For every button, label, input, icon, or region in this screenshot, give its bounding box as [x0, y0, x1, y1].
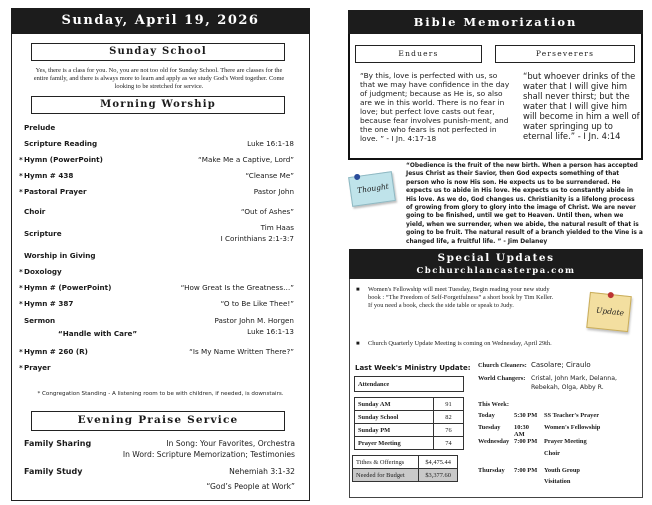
thought-note-label: Thought: [356, 181, 390, 196]
worship-label: Sermon: [24, 316, 56, 325]
date-header: Sunday, April 19, 2026: [11, 8, 310, 34]
schedule-day: [478, 474, 514, 486]
cleaners-value: Casolare; Ciraulo: [531, 361, 591, 369]
world-changers-value: Cristal, John Mark, Delanna,: [531, 375, 617, 382]
attendance-category: Sunday PM: [355, 424, 434, 437]
enduers-label: Enduers: [355, 45, 482, 63]
worship-label: Prelude: [24, 123, 56, 132]
pin-icon: [354, 174, 361, 181]
table-row: [478, 450, 604, 462]
attendance-value: 74: [434, 437, 464, 450]
worship-detail-2: Luke 16:1-13: [247, 327, 294, 336]
schedule-event: SS Teacher's Prayer: [544, 412, 600, 419]
schedule-day: Tuesday: [478, 424, 501, 431]
schedule-time: [514, 450, 544, 462]
attendance-category: Sunday AM: [355, 398, 434, 411]
standing-mark: *: [19, 347, 23, 356]
update-item-1: [368, 286, 578, 310]
schedule-event: Visitation: [544, 478, 571, 485]
worship-label: Hymn (PowerPoint): [24, 155, 103, 164]
update-line: book : “The Freedom of Self-Forgetfulness” a short book by Tim Keller.: [368, 294, 554, 301]
worship-label: Scripture Reading: [24, 139, 98, 148]
cleaners-label: Church Cleaners:: [478, 362, 527, 369]
worship-detail: “Is My Name Written There?”: [189, 347, 294, 356]
update-note-label: Update: [595, 305, 625, 318]
standing-mark: *: [19, 363, 23, 372]
worship-label: Doxology: [24, 267, 62, 276]
attendance-category: Sunday School: [355, 411, 434, 424]
schedule-event: Choir: [544, 450, 560, 457]
memorization-title: Bible Memorization: [348, 10, 643, 34]
family-sharing-label: Family Sharing: [24, 439, 92, 448]
update-sticky-note: [586, 292, 632, 332]
finance-label: Tithes & Offerings: [353, 456, 419, 469]
perseverers-verse: “but whoever drinks of the water that I will give him shall never thirst; but the water that I will give him will become in him a well of water springing up to eternal life.” - I Jn. 4:14: [523, 71, 640, 141]
world-changers-value-2: Rebekah, Olga, Abby R.: [531, 384, 604, 391]
standing-mark: *: [19, 267, 23, 276]
worship-label: Hymn # 387: [24, 299, 74, 308]
table-row: [478, 424, 604, 438]
attendance-table: [354, 376, 464, 450]
schedule-event: Women's Fellowship: [544, 424, 601, 431]
sunday-school-text: Yes, there is a class for you. No, you are not too old for Sunday School. There are classes for the entire family, and there is always more to learn and apply as we study God's Word together. Come looking to be stretched for service.: [33, 67, 285, 90]
attendance-category: Prayer Meeting: [355, 437, 434, 450]
worship-label: Scripture: [24, 229, 62, 238]
attendance-value: 91: [434, 398, 464, 411]
schedule-day: [478, 450, 514, 462]
enduers-verse: “By this, love is perfected with us, so that we may have confidence in the day of judgment; because as He is, so also are we in this world. There is no fear in love; but perfect love casts out fear, because fear involves punish-ment, and the one who fears is not perfected in love. ” - I Jn. 4:17-18: [360, 71, 510, 143]
schedule-time: 7:00 PM: [514, 467, 538, 474]
updates-title: Special Updates: [437, 252, 555, 264]
attendance-label: Attendance: [355, 377, 464, 392]
schedule-event: Prayer Meeting: [544, 438, 587, 445]
worship-label: Worship in Giving: [24, 251, 96, 260]
schedule-time: [514, 474, 544, 486]
worship-detail: “O to Be Like Thee!”: [220, 299, 294, 308]
family-sharing-line-1: In Song: Your Favorites, Orchestra: [166, 439, 295, 448]
table-row: [478, 438, 604, 450]
worship-detail: “Make Me a Captive, Lord”: [198, 155, 294, 164]
table-row: [353, 469, 458, 482]
schedule-table: [478, 412, 604, 486]
table-row: [355, 398, 464, 411]
worship-label: Pastoral Prayer: [24, 187, 87, 196]
attendance-value: 82: [434, 411, 464, 424]
table-row: [355, 411, 464, 424]
worship-label: Hymn # (PowerPoint): [24, 283, 112, 292]
standing-mark: *: [19, 171, 23, 180]
sunday-school-title: Sunday School: [31, 43, 285, 61]
attendance-value: 76: [434, 424, 464, 437]
update-bullet: ■: [356, 287, 360, 293]
this-week-title: This Week:: [478, 401, 509, 408]
family-study-line-2: “God’s People at Work”: [206, 482, 295, 491]
updates-website: Cbchurchlancasterpa.com: [416, 266, 576, 276]
finance-value: $4,475.44: [419, 456, 458, 469]
morning-worship-title: Morning Worship: [31, 96, 285, 114]
worship-detail-2: I Corinthians 2:1-3:7: [220, 234, 294, 243]
update-line: Women's Fellowship will meet Tuesday, Begin reading your new study: [368, 286, 550, 293]
table-row: [355, 377, 464, 392]
worship-detail: Pastor John: [253, 187, 294, 196]
thought-sticky-note: [348, 171, 396, 207]
schedule-day: Today: [478, 412, 495, 419]
worship-detail: “Out of Ashes”: [240, 207, 294, 216]
world-changers-label: World Changers:: [478, 375, 526, 382]
worship-label: Hymn # 438: [24, 171, 74, 180]
table-row: [478, 474, 604, 486]
family-study-line-1: Nehemiah 3:1-32: [229, 467, 295, 476]
standing-mark: *: [19, 187, 23, 196]
table-row: [355, 437, 464, 450]
schedule-day: Thursday: [478, 467, 505, 474]
update-line: If you need a book, check the side table or speak to Judy.: [368, 302, 514, 309]
ministry-title: Last Week's Ministry Update:: [355, 364, 471, 372]
table-row: [353, 456, 458, 469]
sermon-title: “Handle with Care”: [58, 329, 138, 338]
worship-detail: Tim Haas: [260, 223, 294, 232]
table-row: [355, 424, 464, 437]
worship-label: Prayer: [24, 363, 51, 372]
finance-label: Needed for Budget: [353, 469, 419, 482]
pin-icon: [607, 292, 614, 299]
finance-table: [352, 455, 458, 482]
schedule-day: Wednesday: [478, 438, 510, 445]
thought-quote: “Obedience is the fruit of the new birth. When a person has accepted Jesus Christ as their Savior, then God expects something of that person who is now His son. He expects us to be surrendered. He expects us to abide in His love. He expects us to constantly abide in His love. As we do, God changes us. Christianity is a lifelong process of growing from glory to glory into the image of Christ. We are never going to be finished, until we get to Heaven. Until then, when we yield, when we surrender, when we abide, the natural result of that is going to be fruit. The natural result of a branch yielded to the Vine is a changed life, a fruitful life. ” - Jim Delaney: [406, 163, 643, 245]
worship-detail: Luke 16:1-18: [247, 139, 294, 148]
update-bullet: ■: [356, 341, 360, 347]
standing-mark: *: [19, 283, 23, 292]
perseverers-label: Perseverers: [495, 45, 635, 63]
worship-detail: Pastor John M. Horgen: [214, 316, 294, 325]
worship-label: Choir: [24, 207, 46, 216]
worship-footnote: * Congregation Standing - A listening room to be with children, if needed, is downstairs.: [37, 391, 284, 397]
schedule-event: Youth Group: [544, 467, 580, 474]
family-study-label: Family Study: [24, 467, 83, 476]
table-row: [478, 462, 604, 474]
family-sharing-line-2: In Word: Scripture Memorization; Testimonies: [122, 450, 295, 459]
schedule-time: 7:00 PM: [514, 438, 538, 445]
schedule-time: 10:30 AM: [514, 424, 529, 438]
evening-service-title: Evening Praise Service: [31, 411, 285, 431]
update-item-2: Church Quarterly Update Meeting is coming on Wednesday, April 29th.: [368, 340, 552, 347]
worship-detail: “Cleanse Me”: [245, 171, 294, 180]
worship-detail: “How Great Is the Greatness…”: [180, 283, 294, 292]
updates-header: [349, 249, 643, 279]
standing-mark: *: [19, 299, 23, 308]
table-row: [478, 412, 604, 424]
worship-label: Hymn # 260 (R): [24, 347, 88, 356]
standing-mark: *: [19, 155, 23, 164]
schedule-time: 5:30 PM: [514, 412, 538, 419]
finance-value: $3,377.60: [419, 469, 458, 482]
